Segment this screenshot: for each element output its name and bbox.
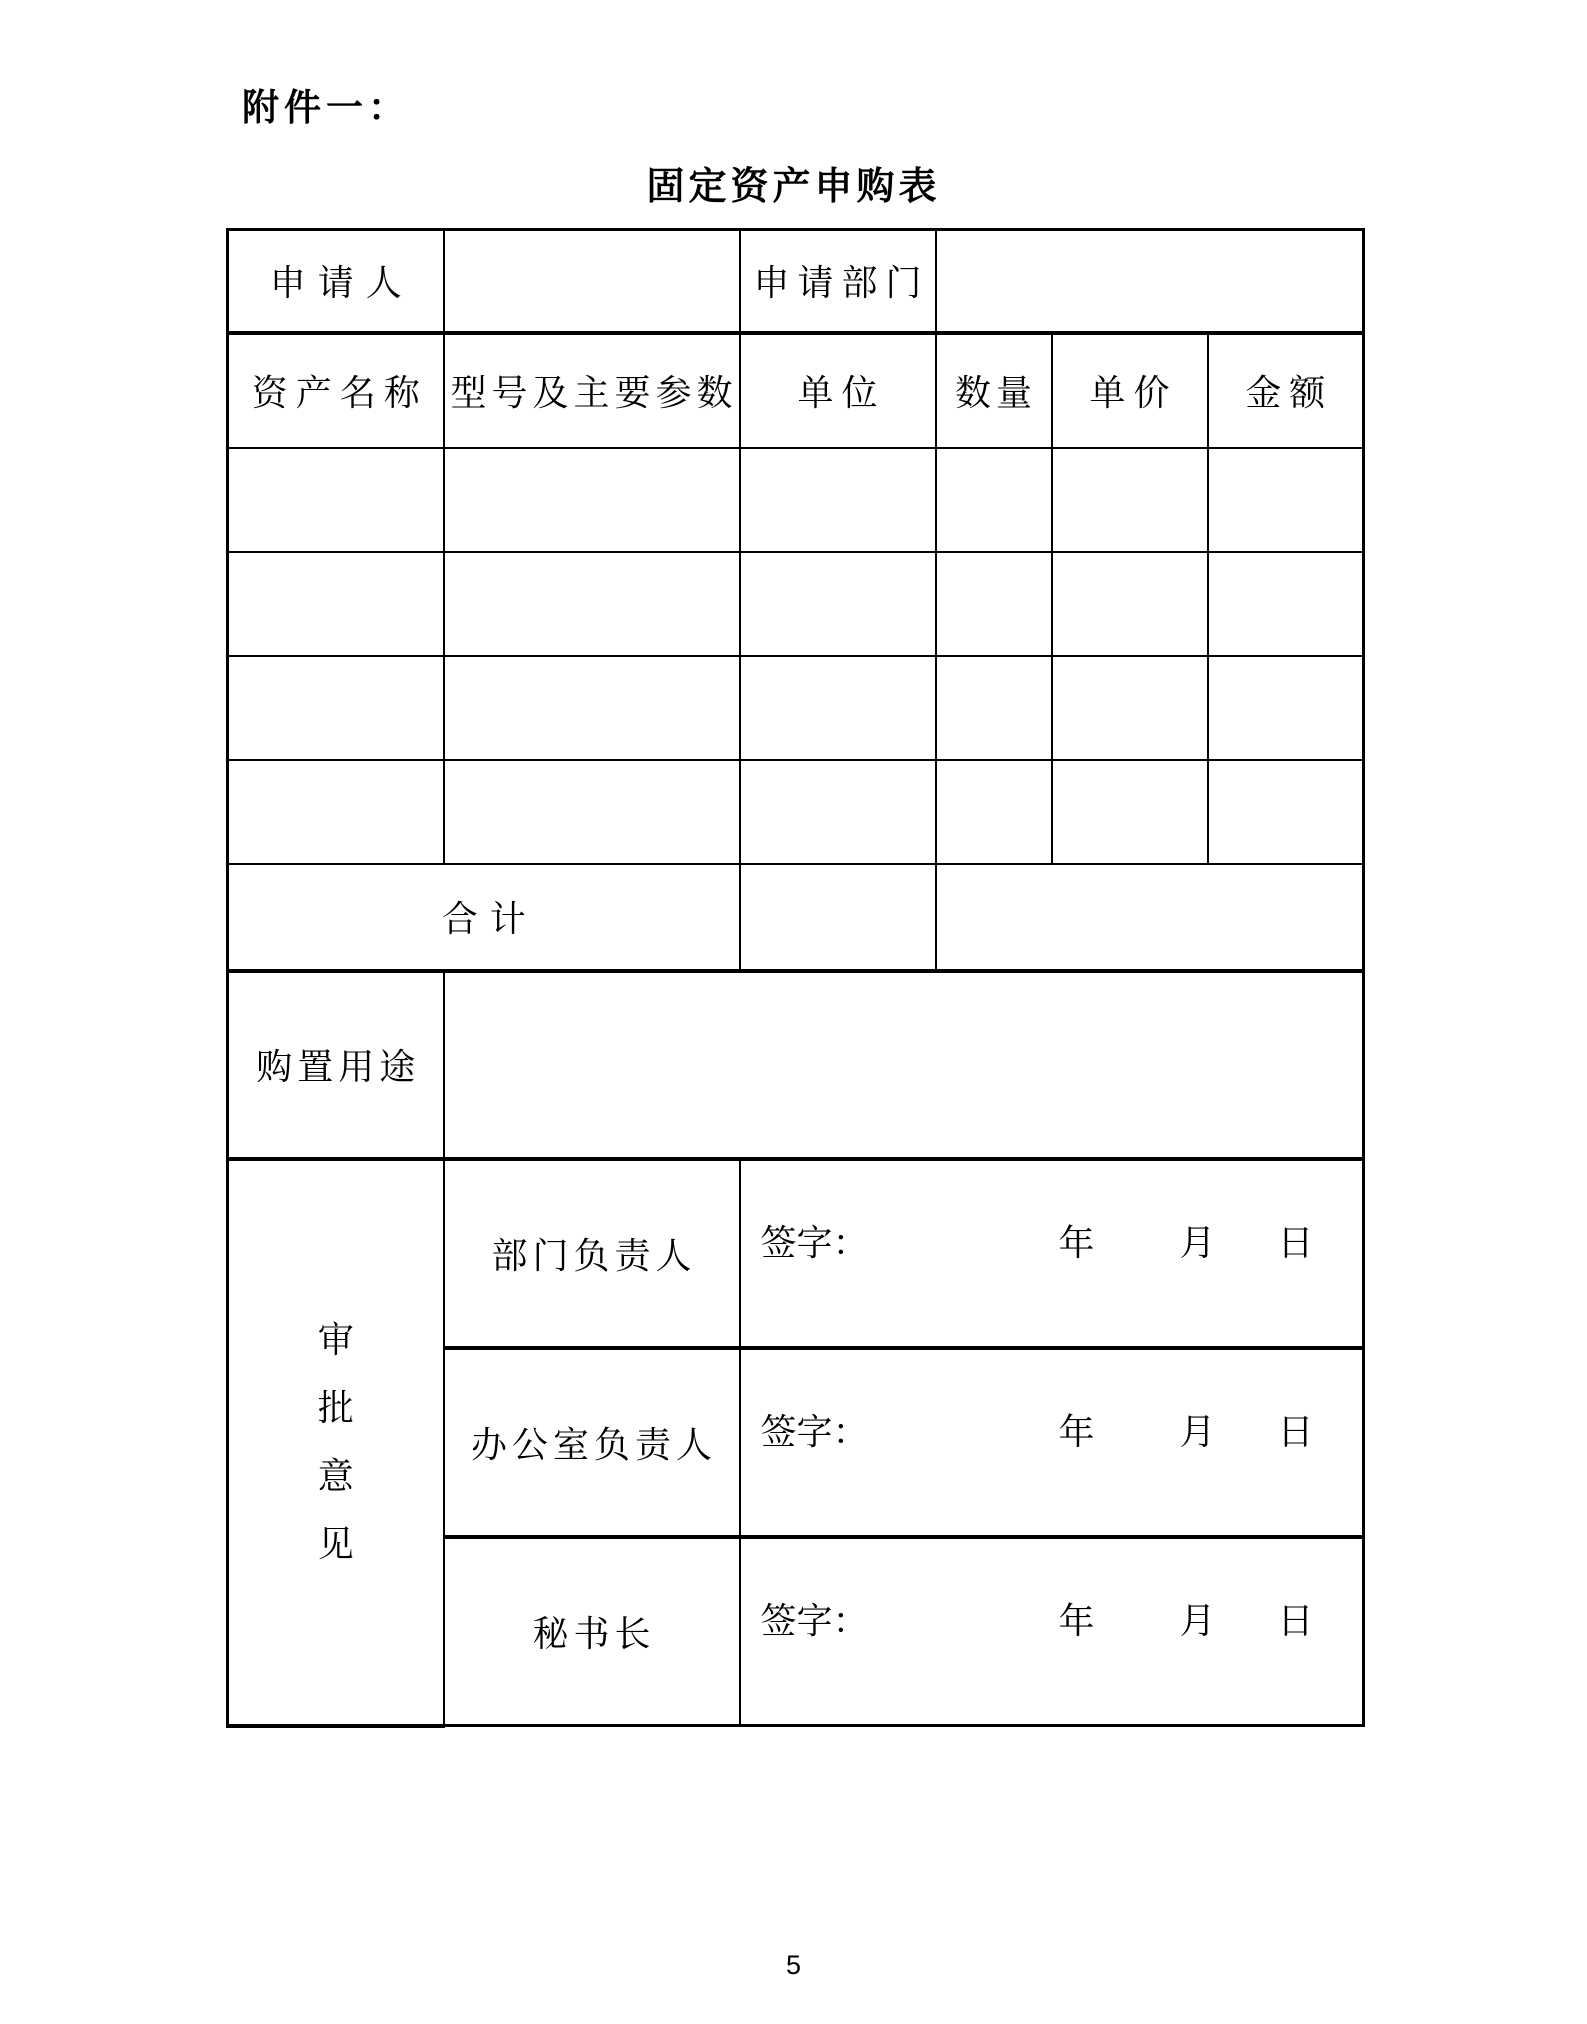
item-row-4	[228, 760, 1364, 864]
sign-area-secretary-general[interactable]	[740, 1537, 1364, 1726]
item-cell[interactable]	[740, 760, 936, 864]
applicant-row	[228, 230, 1364, 333]
signature-label: 签字：	[760, 1222, 869, 1263]
item-cell[interactable]	[228, 760, 444, 864]
item-cell[interactable]	[228, 656, 444, 760]
item-cell[interactable]	[1208, 448, 1364, 552]
department-value-cell[interactable]	[936, 230, 1364, 333]
form-title: 固定资产申购表	[646, 166, 941, 208]
item-cell[interactable]	[444, 552, 740, 656]
column-header-asset-name: 资产名称	[228, 333, 444, 448]
total-amount-cell[interactable]	[936, 864, 1364, 971]
item-cell[interactable]	[1208, 760, 1364, 864]
approver-role-secretary-general: 秘书长	[444, 1537, 740, 1726]
item-cell[interactable]	[444, 760, 740, 864]
item-row-2	[228, 552, 1364, 656]
column-header-unit-price: 单价	[1052, 333, 1208, 448]
item-row-3	[228, 656, 1364, 760]
month-label: 月	[1179, 1222, 1216, 1263]
year-label: 年	[1058, 1222, 1095, 1263]
day-label: 日	[1277, 1411, 1314, 1452]
item-cell[interactable]	[444, 448, 740, 552]
sign-area-office-head[interactable]	[740, 1348, 1364, 1537]
column-header-row	[228, 333, 1364, 448]
item-cell[interactable]	[936, 656, 1052, 760]
item-cell[interactable]	[740, 448, 936, 552]
day-label: 日	[1277, 1222, 1314, 1263]
signature-label: 签字：	[760, 1600, 869, 1641]
total-label: 合计	[228, 864, 740, 971]
item-cell[interactable]	[1052, 760, 1208, 864]
month-label: 月	[1179, 1411, 1216, 1452]
item-cell[interactable]	[936, 760, 1052, 864]
year-label: 年	[1058, 1411, 1095, 1452]
column-header-model-specs: 型号及主要参数	[444, 333, 740, 448]
item-cell[interactable]	[1208, 656, 1364, 760]
item-cell[interactable]	[936, 448, 1052, 552]
total-unit-cell[interactable]	[740, 864, 936, 971]
purpose-value-cell[interactable]	[444, 971, 1364, 1159]
item-cell[interactable]	[740, 656, 936, 760]
applicant-label: 申请人	[228, 230, 444, 333]
approver-role-office-head: 办公室负责人	[444, 1348, 740, 1537]
item-cell[interactable]	[444, 656, 740, 760]
item-cell[interactable]	[1052, 552, 1208, 656]
sign-area-department-head[interactable]	[740, 1159, 1364, 1348]
purpose-label: 购置用途	[228, 971, 444, 1159]
column-header-amount: 金额	[1208, 333, 1364, 448]
approval-label-char: 见	[317, 1524, 354, 1564]
day-label: 日	[1277, 1600, 1314, 1641]
department-label: 申请部门	[740, 230, 936, 333]
item-cell[interactable]	[1208, 552, 1364, 656]
page-number: 5	[785, 1950, 802, 1980]
item-cell[interactable]	[740, 552, 936, 656]
attachment-label: 附件一：	[242, 88, 410, 129]
month-label: 月	[1179, 1600, 1216, 1641]
item-cell[interactable]	[228, 448, 444, 552]
item-row-1	[228, 448, 1364, 552]
item-cell[interactable]	[228, 552, 444, 656]
item-cell[interactable]	[936, 552, 1052, 656]
approval-section-label	[229, 1321, 443, 1563]
column-header-quantity: 数量	[936, 333, 1052, 448]
signature-label: 签字：	[760, 1411, 869, 1452]
approval-row-department-head	[228, 1159, 1364, 1348]
asset-purchase-form-table	[226, 228, 1365, 1728]
purpose-row	[228, 971, 1364, 1159]
approval-label-char: 审	[317, 1320, 354, 1360]
total-row	[228, 864, 1364, 971]
applicant-value-cell[interactable]	[444, 230, 740, 333]
approver-role-department-head: 部门负责人	[444, 1159, 740, 1348]
year-label: 年	[1058, 1600, 1095, 1641]
approval-section-label-cell	[228, 1159, 444, 1726]
item-cell[interactable]	[1052, 656, 1208, 760]
approval-label-char: 批	[317, 1388, 354, 1428]
column-header-unit: 单位	[740, 333, 936, 448]
item-cell[interactable]	[1052, 448, 1208, 552]
approval-label-char: 意	[317, 1456, 354, 1496]
